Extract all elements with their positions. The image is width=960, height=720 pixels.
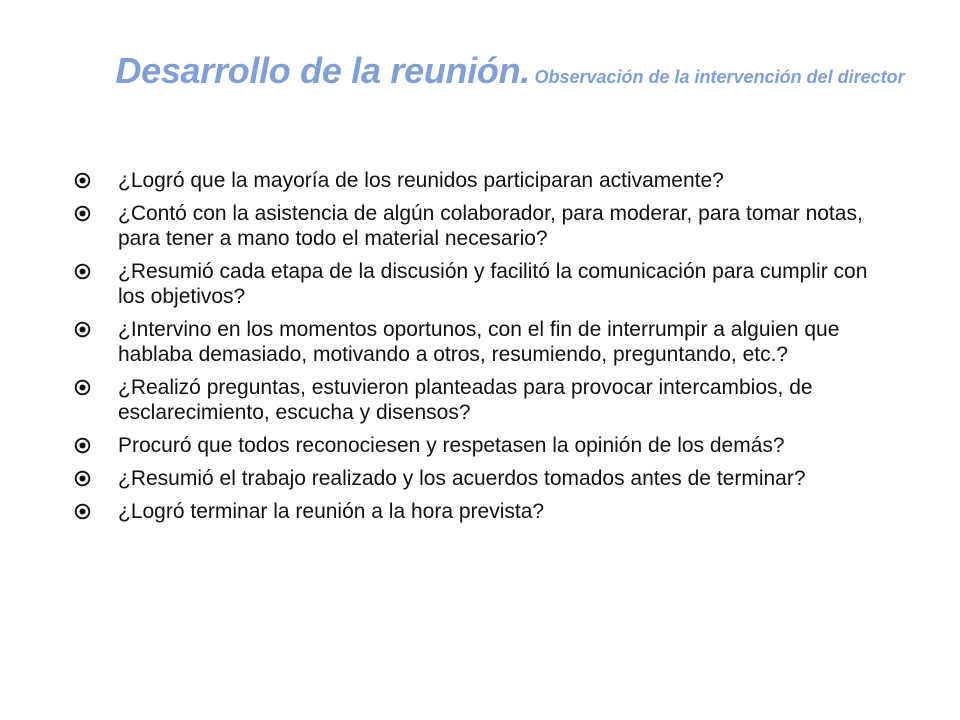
list-item	[70, 499, 890, 524]
list-item-text: ¿Contó con la asistencia de algún colaborador, para moderar, para tomar notas, para tener a mano todo el material necesario?	[118, 202, 863, 250]
list-item-text: ¿Resumió cada etapa de la discusión y facilitó la comunicación para cumplir con los objetivos?	[118, 260, 868, 308]
list-item	[70, 466, 890, 491]
list-item	[70, 317, 890, 367]
circled-dot-icon	[74, 205, 91, 222]
list-item-text: Procuró que todos reconociesen y respetasen la opinión de los demás?	[118, 434, 785, 457]
list-item-text: ¿Logró terminar la reunión a la hora prevista?	[118, 500, 545, 523]
list-item	[70, 168, 890, 193]
circled-dot-icon	[74, 437, 91, 454]
list-item-text: ¿Resumió el trabajo realizado y los acuerdos tomados antes de terminar?	[118, 467, 806, 490]
circled-dot-icon	[74, 321, 91, 338]
circled-dot-icon	[74, 172, 91, 189]
slide-title	[100, 48, 920, 93]
circled-dot-icon	[74, 503, 91, 520]
list-item	[70, 433, 890, 458]
circled-dot-icon	[74, 470, 91, 487]
list-item	[70, 201, 890, 251]
list-item-text: ¿Realizó preguntas, estuvieron planteadas para provocar intercambios, de esclarecimiento, escucha y disensos?	[118, 376, 813, 424]
title-sub: Observación de la intervención del director	[534, 67, 905, 87]
list-item	[70, 259, 890, 309]
circled-dot-icon	[74, 379, 91, 396]
list-item	[70, 375, 890, 425]
title-main: Desarrollo de la reunión.	[115, 50, 531, 91]
circled-dot-icon	[74, 263, 91, 280]
list-item-text: ¿Logró que la mayoría de los reunidos participaran activamente?	[118, 169, 724, 192]
question-list	[70, 168, 890, 532]
list-item-text: ¿Intervino en los momentos oportunos, con el fin de interrumpir a alguien que hablaba demasiado, motivando a otros, resumiendo, preguntando, etc.?	[118, 318, 840, 366]
